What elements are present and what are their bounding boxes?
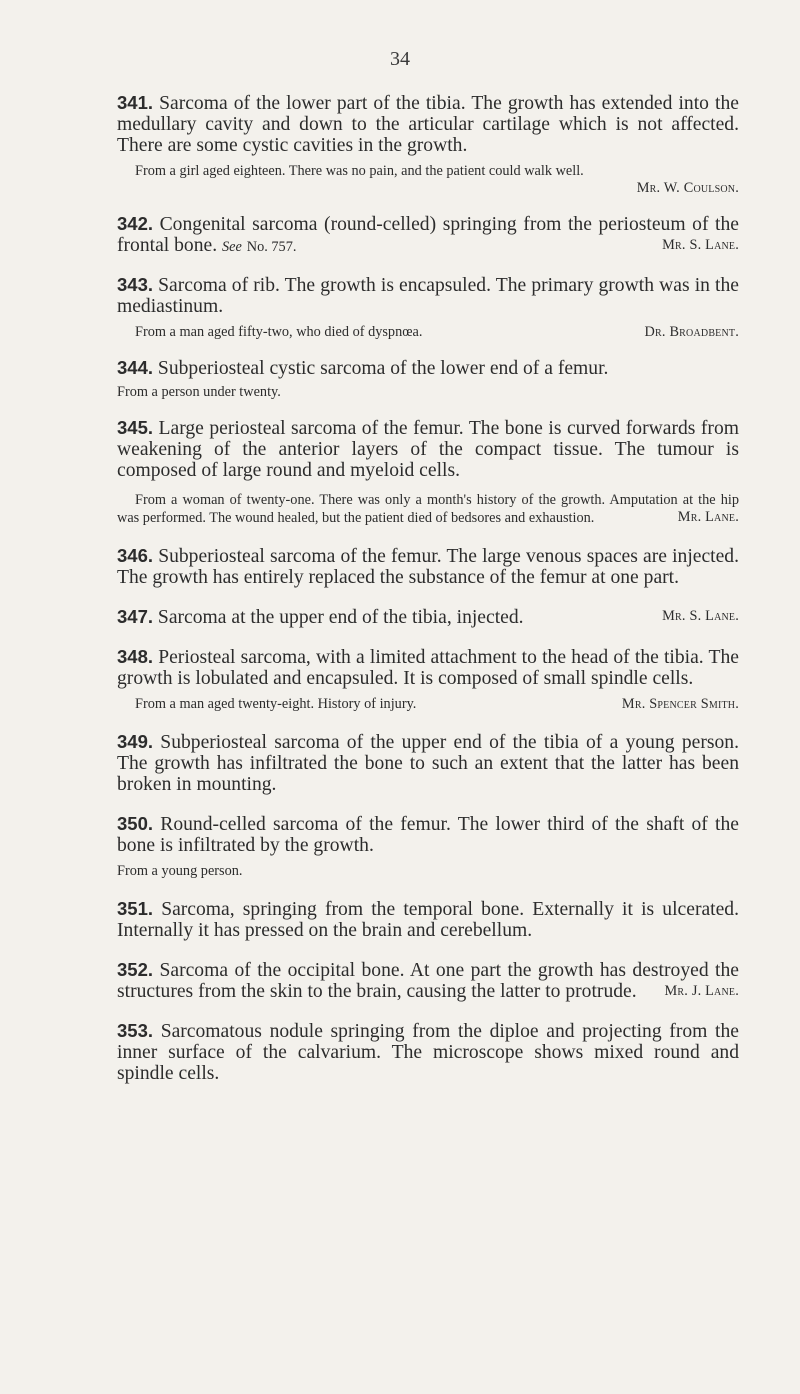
entry-text: Sarcoma of the lower part of the tibia. The growth has extended into the medullary cavity and down to the articular cartilage which is not affected. There are some cystic cavities in the growth.	[117, 93, 739, 156]
entry-description	[117, 357, 739, 379]
entry-note-text: From a woman of twenty-one. There was only a month's history of the growth. Amputation at the hip was performed. The wound healed, but the patient died of bedsores and exhaustion.	[117, 492, 739, 526]
see-reference-label: See	[222, 239, 242, 255]
entry-346	[117, 545, 739, 588]
entry-description	[117, 646, 739, 689]
entry-text: Sarcoma of rib. The growth is encapsuled. The primary growth was in the mediastinum.	[117, 275, 739, 317]
entry-347	[117, 606, 739, 628]
entry-note	[117, 491, 739, 527]
entry-attribution: Mr. Lane.	[677, 509, 739, 525]
entry-number: 341.	[117, 92, 154, 113]
entry-note-text: From a young person.	[117, 863, 243, 879]
entry-number: 351.	[117, 898, 154, 919]
entry-description	[117, 213, 739, 258]
entry-attribution: Mr. J. Lane.	[664, 983, 739, 999]
entry-text: Congenital sarcoma (round-celled) springing from the periosteum of the frontal bone.	[117, 214, 739, 256]
entry-352	[117, 959, 739, 1002]
entry-attribution: Dr. Broadbent.	[644, 324, 739, 340]
entry-note-text: From a man aged twenty-eight. History of injury.	[135, 696, 417, 712]
entry-note	[117, 383, 739, 401]
entry-number: 352.	[117, 959, 154, 980]
entry-351	[117, 898, 739, 941]
entry-number: 345.	[117, 417, 154, 438]
entry-text: Periosteal sarcoma, with a limited attachment to the head of the tibia. The growth is lobulated and encapsuled. It is composed of small spindle cells.	[117, 647, 739, 689]
entry-note-text: From a person under twenty.	[117, 384, 281, 400]
entry-list	[117, 92, 739, 1084]
entry-description	[117, 731, 739, 795]
entry-348	[117, 646, 739, 713]
entry-description	[117, 417, 739, 481]
entry-note-text: From a man aged fifty-two, who died of dyspnœa.	[135, 324, 423, 340]
entry-attribution: Mr. S. Lane.	[662, 608, 739, 624]
entry-note	[117, 323, 739, 341]
entry-note	[117, 695, 739, 713]
entry-description	[117, 606, 739, 628]
entry-number: 349.	[117, 731, 154, 752]
entry-text: Subperiosteal sarcoma of the upper end of the tibia of a young person. The growth has infiltrated the bone to such an extent that the latter has been broken in mounting.	[117, 732, 739, 795]
entry-description	[117, 813, 739, 856]
entry-text: Sarcoma of the occipital bone. At one part the growth has destroyed the structures from the skin to the brain, causing the latter to protrude.	[117, 960, 739, 1002]
entry-text: Subperiosteal cystic sarcoma of the lower end of a femur.	[157, 358, 609, 379]
entry-note	[117, 862, 739, 880]
entry-note	[117, 162, 739, 180]
entry-description	[117, 959, 739, 1002]
entry-text: Sarcomatous nodule springing from the diploe and projecting from the inner surface of the calvarium. The microscope shows mixed round and spindle cells.	[117, 1021, 739, 1084]
entry-text: Subperiosteal sarcoma of the femur. The large venous spaces are injected. The growth has entirely replaced the substance of the femur at one part.	[117, 546, 739, 588]
entry-342	[117, 213, 739, 258]
entry-number: 347.	[117, 606, 154, 627]
entry-350	[117, 813, 739, 880]
entry-attribution: Mr. W. Coulson.	[636, 180, 739, 196]
page-number: 34	[390, 48, 410, 70]
entry-349	[117, 731, 739, 795]
entry-344	[117, 357, 739, 401]
entry-text: Round-celled sarcoma of the femur. The lower third of the shaft of the bone is infiltrated by the growth.	[117, 814, 739, 856]
entry-description	[117, 1020, 739, 1084]
entry-341	[117, 92, 739, 197]
entry-number: 346.	[117, 545, 154, 566]
entry-345	[117, 417, 739, 527]
entry-text: Sarcoma, springing from the temporal bone. Externally it is ulcerated. Internally it has pressed on the brain and cerebellum.	[117, 899, 739, 941]
entry-description	[117, 274, 739, 317]
entry-number: 343.	[117, 274, 154, 295]
see-reference-number: No. 757.	[246, 239, 297, 255]
entry-attribution: Mr. Spencer Smith.	[621, 696, 739, 712]
entry-description	[117, 898, 739, 941]
entry-number: 348.	[117, 646, 154, 667]
entry-note-text: From a girl aged eighteen. There was no pain, and the patient could walk well.	[135, 163, 584, 179]
entry-text: Large periosteal sarcoma of the femur. The bone is curved forwards from weakening of the anterior layers of the compact tissue. The tumour is composed of large round and myeloid cells.	[117, 418, 739, 481]
entry-343	[117, 274, 739, 341]
entry-description	[117, 92, 739, 156]
entry-attribution: Mr. S. Lane.	[662, 237, 739, 253]
entry-number: 342.	[117, 213, 154, 234]
entry-number: 344.	[117, 357, 154, 378]
entry-text: Sarcoma at the upper end of the tibia, injected.	[157, 607, 524, 628]
entry-number: 350.	[117, 813, 154, 834]
entry-353	[117, 1020, 739, 1084]
entry-description	[117, 545, 739, 588]
entry-number: 353.	[117, 1020, 154, 1041]
